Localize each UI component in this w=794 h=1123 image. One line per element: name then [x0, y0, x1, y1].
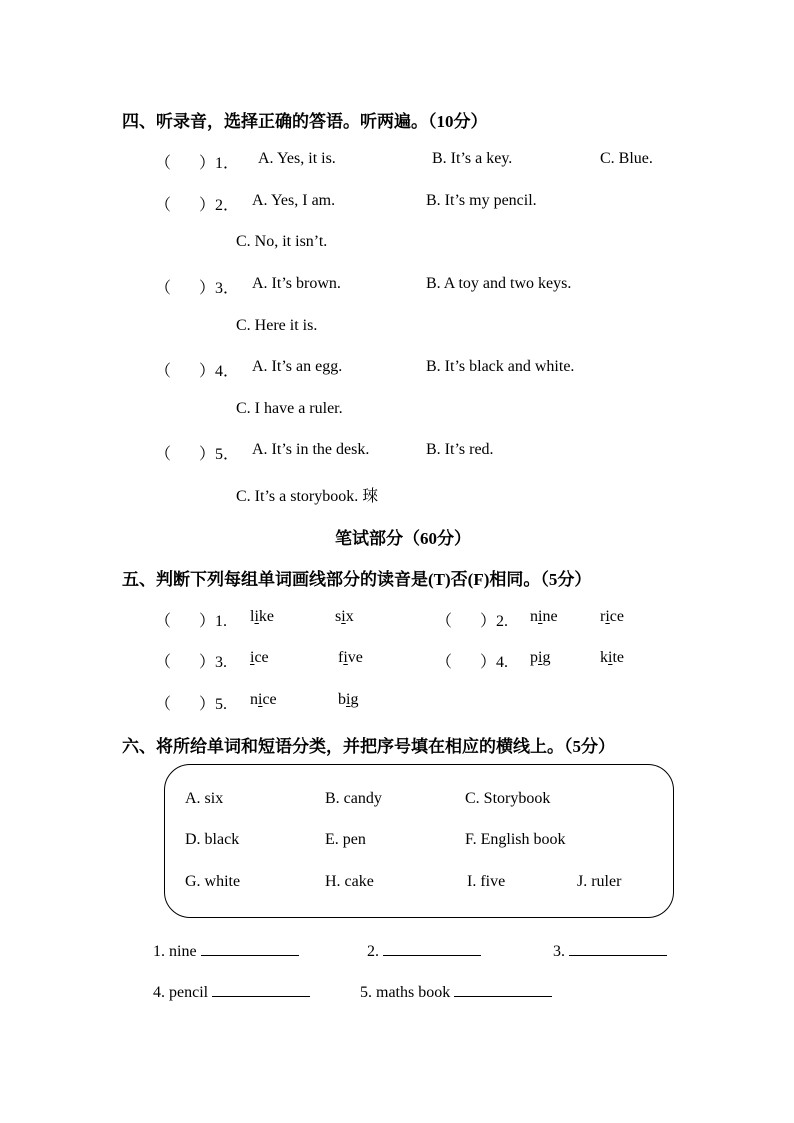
- word-bank-item: F. English book: [465, 831, 566, 848]
- word-bank-item: D. black: [185, 831, 240, 848]
- option-a-4: A. It’s an egg.: [252, 358, 343, 375]
- word-1a: like: [250, 608, 275, 625]
- word-bank-item: G. white: [185, 873, 241, 890]
- answer-paren-1[interactable]: （ ）1．: [155, 155, 240, 172]
- judge-paren-2[interactable]: （ ）2.: [436, 613, 509, 630]
- section6-title: 六、将所给单词和短语分类，并把序号填在相应的横线上。（5分）: [122, 737, 615, 756]
- answer-paren-5[interactable]: （ ）5．: [155, 446, 240, 463]
- option-a-5: A. It’s in the desk.: [252, 441, 370, 458]
- option-b-3: B. A toy and two keys.: [426, 275, 572, 292]
- word-1b: six: [335, 608, 354, 625]
- category-3: 3.: [553, 941, 667, 961]
- answer-blank-2[interactable]: [383, 941, 481, 956]
- word-5a: nice: [250, 691, 277, 708]
- word-bank-item: I. five: [467, 873, 506, 890]
- answer-paren-4[interactable]: （ ）4．: [155, 363, 240, 380]
- judge-paren-3[interactable]: （ ）3.: [155, 654, 228, 671]
- answer-blank-4[interactable]: [212, 982, 310, 997]
- option-b-5: B. It’s red.: [426, 441, 494, 458]
- answer-paren-2[interactable]: （ ）2．: [155, 197, 240, 214]
- word-4a: pig: [530, 649, 551, 666]
- section4-title: 四、听录音，选择正确的答语。听两遍。（10分）: [122, 112, 488, 131]
- answer-blank-3[interactable]: [569, 941, 667, 956]
- word-bank-item: E. pen: [325, 831, 366, 848]
- option-c-1: C. Blue.: [600, 150, 653, 167]
- word-bank-item: J. ruler: [577, 873, 622, 890]
- option-b-2: B. It’s my pencil.: [426, 192, 537, 209]
- word-2b: rice: [600, 608, 624, 625]
- category-1: 1. nine: [153, 941, 299, 961]
- word-bank-item: B. candy: [325, 790, 382, 807]
- option-c-5: C. It’s a storybook. 琜: [236, 488, 379, 505]
- judge-paren-5[interactable]: （ ）5.: [155, 696, 228, 713]
- category-5: 5. maths book: [360, 982, 552, 1002]
- option-c-3: C. Here it is.: [236, 317, 318, 334]
- option-c-2: C. No, it isn’t.: [236, 233, 328, 250]
- option-c-4: C. I have a ruler.: [236, 400, 343, 417]
- category-2: 2.: [367, 941, 481, 961]
- option-b-4: B. It’s black and white.: [426, 358, 575, 375]
- option-b-1: B. It’s a key.: [432, 150, 513, 167]
- word-3b: five: [338, 649, 363, 666]
- answer-blank-5[interactable]: [454, 982, 552, 997]
- answer-paren-3[interactable]: （ ）3．: [155, 280, 240, 297]
- category-4: 4. pencil: [153, 982, 310, 1002]
- word-bank-box: [164, 764, 674, 918]
- word-5b: big: [338, 691, 359, 708]
- judge-paren-4[interactable]: （ ）4.: [436, 654, 509, 671]
- word-bank-item: C. Storybook: [465, 790, 551, 807]
- option-a-1: A. Yes, it is.: [258, 150, 336, 167]
- judge-paren-1[interactable]: （ ）1.: [155, 613, 228, 630]
- option-a-3: A. It’s brown.: [252, 275, 341, 292]
- written-part-title: 笔试部分（60分）: [335, 529, 471, 548]
- answer-blank-1[interactable]: [201, 941, 299, 956]
- word-bank-item: H. cake: [325, 873, 374, 890]
- word-bank-item: A. six: [185, 790, 224, 807]
- word-2a: nine: [530, 608, 558, 625]
- option-a-2: A. Yes, I am.: [252, 192, 336, 209]
- word-3a: ice: [250, 649, 269, 666]
- section5-title: 五、判断下列每组单词画线部分的读音是(T)否(F)相同。（5分）: [122, 570, 592, 589]
- word-4b: kite: [600, 649, 624, 666]
